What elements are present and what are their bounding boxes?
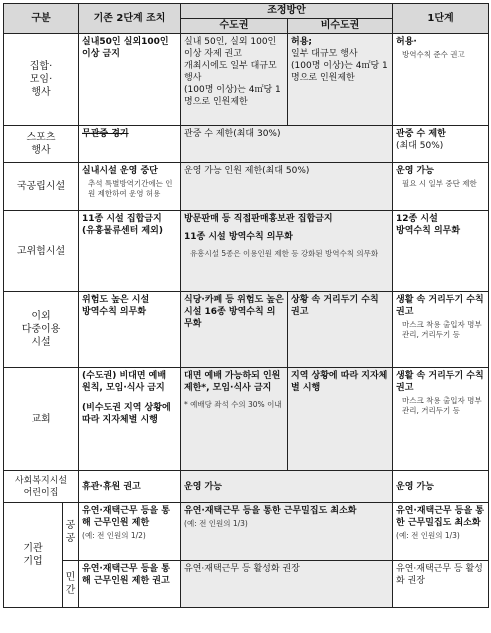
- row-gathering: [4, 34, 489, 126]
- gathering-nonmetro: [288, 34, 393, 126]
- policy-table-container: [3, 3, 488, 630]
- inst-public-before-text: 유연·재택근무 등을 통해 근무인원 제한: [82, 506, 170, 528]
- category-highrisk: 고위험시설: [4, 211, 79, 292]
- inst-private-before: 유연·재택근무 등을 통해 근무인원 제한 권고: [79, 561, 181, 608]
- multiuse-stage1-note: 마스크 착용 출입자 명부 관리, 거리두기 등: [402, 320, 482, 339]
- row-welfare: [4, 471, 489, 503]
- inst-public-before: [79, 503, 181, 561]
- gathering-stage1-note: 방역수칙 준수 권고: [402, 50, 465, 59]
- welfare-stage1: 운영 가능: [393, 471, 489, 503]
- category-welfare: 사회복지시설 어린이집: [4, 471, 79, 503]
- multiuse-stage1-text: 생활 속 거리두기 수칙 권고: [396, 295, 484, 317]
- church-before: [79, 368, 181, 471]
- header-metro: 수도권: [181, 19, 288, 34]
- row-institutions-private: [4, 561, 489, 608]
- row-public: [4, 163, 489, 211]
- gathering-metro: 실내 50인, 실외 100인 이상 자제 권고 개최시에도 일부 대규모 행사 (100명 이상)는 4㎡당 1명으로 인원제한: [181, 34, 288, 126]
- public-before-text: 실내시설 운영 중단: [82, 166, 158, 176]
- public-stage1-text: 운영 가능: [396, 166, 434, 176]
- row-sports: [4, 126, 489, 163]
- header-stage1: 1단계: [393, 4, 489, 34]
- row-church: [4, 368, 489, 471]
- sports-before: 무관중 경기: [79, 126, 181, 163]
- label-private: 민 간: [63, 561, 79, 608]
- welfare-before: 휴관·휴원 권고: [79, 471, 181, 503]
- sports-stage1-text: 관중 수 제한: [396, 129, 446, 139]
- sports-stage1: [393, 126, 489, 163]
- highrisk-before: 11종 시설 집합금지 (유흥물류센터 제외): [79, 211, 181, 292]
- multiuse-metro: 식당·카페 등 위험도 높은 시설 16종 방역수칙 의무화: [181, 292, 288, 368]
- header-before: 기존 2단계 조치: [79, 4, 181, 34]
- public-stage1: [393, 163, 489, 211]
- category-multiuse: 이외 다중이용 시설: [4, 292, 79, 368]
- row-highrisk: [4, 211, 489, 292]
- inst-public-adjust-text: 유연·재택근무 등을 통한 근무밀집도 최소화: [184, 506, 357, 516]
- welfare-adjust: 운영 가능: [181, 471, 393, 503]
- highrisk-adjust-b: 11종 시설 방역수칙 의무화: [184, 232, 293, 242]
- header-row-1: [4, 4, 489, 19]
- highrisk-adjust-a: 방문판매 등 직접판매홍보관 집합금지: [184, 214, 333, 224]
- sports-stage1-sub: (최대 50%): [396, 141, 444, 151]
- multiuse-before: 위험도 높은 시설 방역수칙 의무화: [79, 292, 181, 368]
- public-before-note: 추석 특별방역기간에는 인원 제한하여 운영 허용: [88, 179, 173, 198]
- category-public: 국공립시설: [4, 163, 79, 211]
- gathering-nonmetro-allowed: 허용;: [291, 37, 313, 47]
- multiuse-stage1: [393, 292, 489, 368]
- category-church: 교회: [4, 368, 79, 471]
- church-metro-note: * 예배당 좌석 수의 30% 이내: [184, 400, 282, 409]
- gathering-nonmetro-detail: 일부 대규모 행사 (100명 이상)는 4㎡당 1명으로 인원제한: [291, 49, 388, 83]
- church-stage1-text: 생활 속 거리두기 수칙 권고: [396, 371, 484, 393]
- inst-public-stage1: [393, 503, 489, 561]
- row-multiuse: [4, 292, 489, 368]
- inst-public-stage1-text: 유연·재택근무 등을 통한 근무밀집도 최소화: [396, 506, 484, 528]
- church-nonmetro: 지역 상황에 따라 지자체별 시행: [288, 368, 393, 471]
- category-gathering: 집합· 모임· 행사: [4, 34, 79, 126]
- inst-public-adjust: [181, 503, 393, 561]
- public-before: [79, 163, 181, 211]
- highrisk-adjust-note: 유흥시설 5종은 이용인원 제한 등 강화된 방역수칙 의무화: [190, 249, 379, 258]
- public-adjust: 운영 가능 인원 제한(최대 50%): [181, 163, 393, 211]
- gathering-stage1: [393, 34, 489, 126]
- highrisk-adjust: [181, 211, 393, 292]
- inst-public-adjust-note: (예: 전 인원의 1/3): [184, 519, 248, 528]
- church-before-b: (비수도권 지역 상황에 따라 지자체별 시행: [82, 403, 171, 425]
- inst-private-stage1: 유연·재택근무 등 활성화 권장: [393, 561, 489, 608]
- label-public: 공 공: [63, 503, 79, 561]
- header-category: 구분: [4, 4, 79, 34]
- highrisk-stage1: 12종 시설 방역수칙 의무화: [393, 211, 489, 292]
- public-stage1-note: 필요 시 일부 중단 제한: [402, 179, 477, 188]
- multiuse-nonmetro: 상황 속 거리두기 수칙 권고: [288, 292, 393, 368]
- church-stage1: [393, 368, 489, 471]
- category-sports: 스포츠 행사: [4, 126, 79, 163]
- sports-adjust: 관중 수 제한(최대 30%): [181, 126, 393, 163]
- church-stage1-note: 마스크 착용 출입자 명부 관리, 거리두기 등: [402, 396, 482, 415]
- church-before-a: (수도권) 비대면 예배 원칙, 모임·식사 금지: [82, 371, 167, 393]
- category-institutions: 기관 기업: [4, 503, 63, 608]
- gathering-stage1-text: 허용·: [396, 37, 417, 47]
- inst-public-before-note: (예: 전 인원의 1/2): [82, 531, 146, 540]
- header-adjust: 조정방안: [181, 4, 393, 19]
- church-metro: [181, 368, 288, 471]
- inst-public-stage1-note: (예: 전 인원의 1/3): [396, 531, 460, 540]
- inst-private-adjust: 유연·재택근무 등 활성화 권장: [181, 561, 393, 608]
- gathering-before: 실내50인 실외100인 이상 금지: [79, 34, 181, 126]
- church-metro-text: 대면 예배 가능하되 인원 제한*, 모임·식사 금지: [184, 371, 281, 393]
- header-nonmetro: 비수도권: [288, 19, 393, 34]
- policy-table: [3, 3, 489, 608]
- row-institutions-public: [4, 503, 489, 561]
